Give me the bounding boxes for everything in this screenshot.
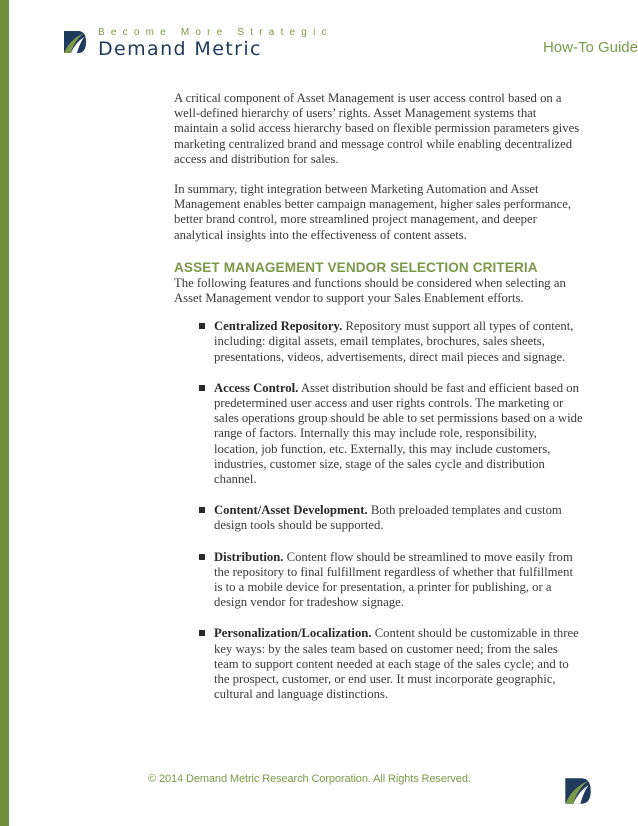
criteria-item-title: Content/Asset Development. bbox=[214, 503, 368, 518]
criteria-item-centralized-repository bbox=[199, 319, 584, 365]
demand-metric-logo-icon bbox=[62, 29, 88, 55]
criteria-list bbox=[199, 319, 584, 702]
square-bullet-icon bbox=[199, 507, 205, 513]
criteria-item-personalization bbox=[199, 626, 584, 702]
criteria-item-distribution bbox=[199, 550, 584, 611]
brand-tagline: Become More Strategic bbox=[98, 27, 333, 38]
criteria-item-title: Personalization/Localization. bbox=[214, 626, 372, 641]
square-bullet-icon bbox=[199, 323, 205, 329]
criteria-item-text: Content flow should be streamlined to move easily from the repository to final fulfillment regardless of whether that fulfillment is to a mobile device for presentation, a printer for publishing, or a design vendor for tradeshow signage. bbox=[214, 549, 574, 610]
page-header bbox=[62, 24, 638, 64]
criteria-item-title: Access Control. bbox=[214, 380, 299, 395]
criteria-item-text: Both preloaded templates and custom design tools should be supported. bbox=[214, 503, 562, 533]
demand-metric-logo-icon bbox=[563, 776, 593, 806]
criteria-item-title: Centralized Repository. bbox=[214, 319, 343, 334]
document-type-label: How-To Guide bbox=[542, 39, 638, 56]
criteria-item-content-development bbox=[199, 503, 584, 533]
left-accent-bar bbox=[0, 0, 9, 826]
square-bullet-icon bbox=[199, 554, 205, 560]
body-paragraph-access-control: A critical component of Asset Management is user access control based on a well-defined hierarchy of users’ rights. Asset Management systems that maintain a solid access hierarchy based on flexible permission parameters gives marketing centralized brand and message control while enabling decentralized access and distribution for sales. bbox=[174, 91, 580, 166]
footer-copyright: © 2014 Demand Metric Research Corporation. All Rights Reserved. bbox=[148, 773, 471, 785]
page-content bbox=[174, 91, 583, 719]
criteria-item-access-control bbox=[199, 381, 584, 487]
section-intro: The following features and functions should be considered when selecting an Asset Management vendor to support your Sales Enablement efforts. bbox=[174, 275, 566, 306]
criteria-item-title: Distribution. bbox=[214, 549, 284, 564]
brand-name: Demand Metric bbox=[98, 38, 262, 60]
square-bullet-icon bbox=[199, 630, 205, 636]
criteria-item-text: Content should be customizable in three key ways: by the sales team based on customer need; from the sales team to support content needed at each stage of the sales cycle; and to the prospect, customer, or end user. It must incorporate geographic, cultural and language distinctions. bbox=[214, 626, 579, 702]
body-paragraph-summary: In summary, tight integration between Marketing Automation and Asset Management enables better campaign management, higher sales performance, better brand control, more streamlined project management, and deeper analytical insights into the effectiveness of content assets. bbox=[174, 182, 572, 242]
section-heading: ASSET MANAGEMENT VENDOR SELECTION CRITERIA bbox=[174, 259, 538, 275]
criteria-item-text: Asset distribution should be fast and efficient based on predetermined user access and user rights controls. The marketing or sales operations group should be able to set permissions based on a wide range of factors. Internally this may include role, responsibility, location, job function, etc. Externally, this may include customers, industries, customer size, stage of the sales cycle and distribution channel. bbox=[214, 380, 583, 487]
square-bullet-icon bbox=[199, 385, 205, 391]
criteria-item-text: Repository must support all types of content, including: digital assets, email templates, brochures, sales sheets, presentations, videos, advertisements, direct mail pieces and signage. bbox=[214, 319, 574, 364]
